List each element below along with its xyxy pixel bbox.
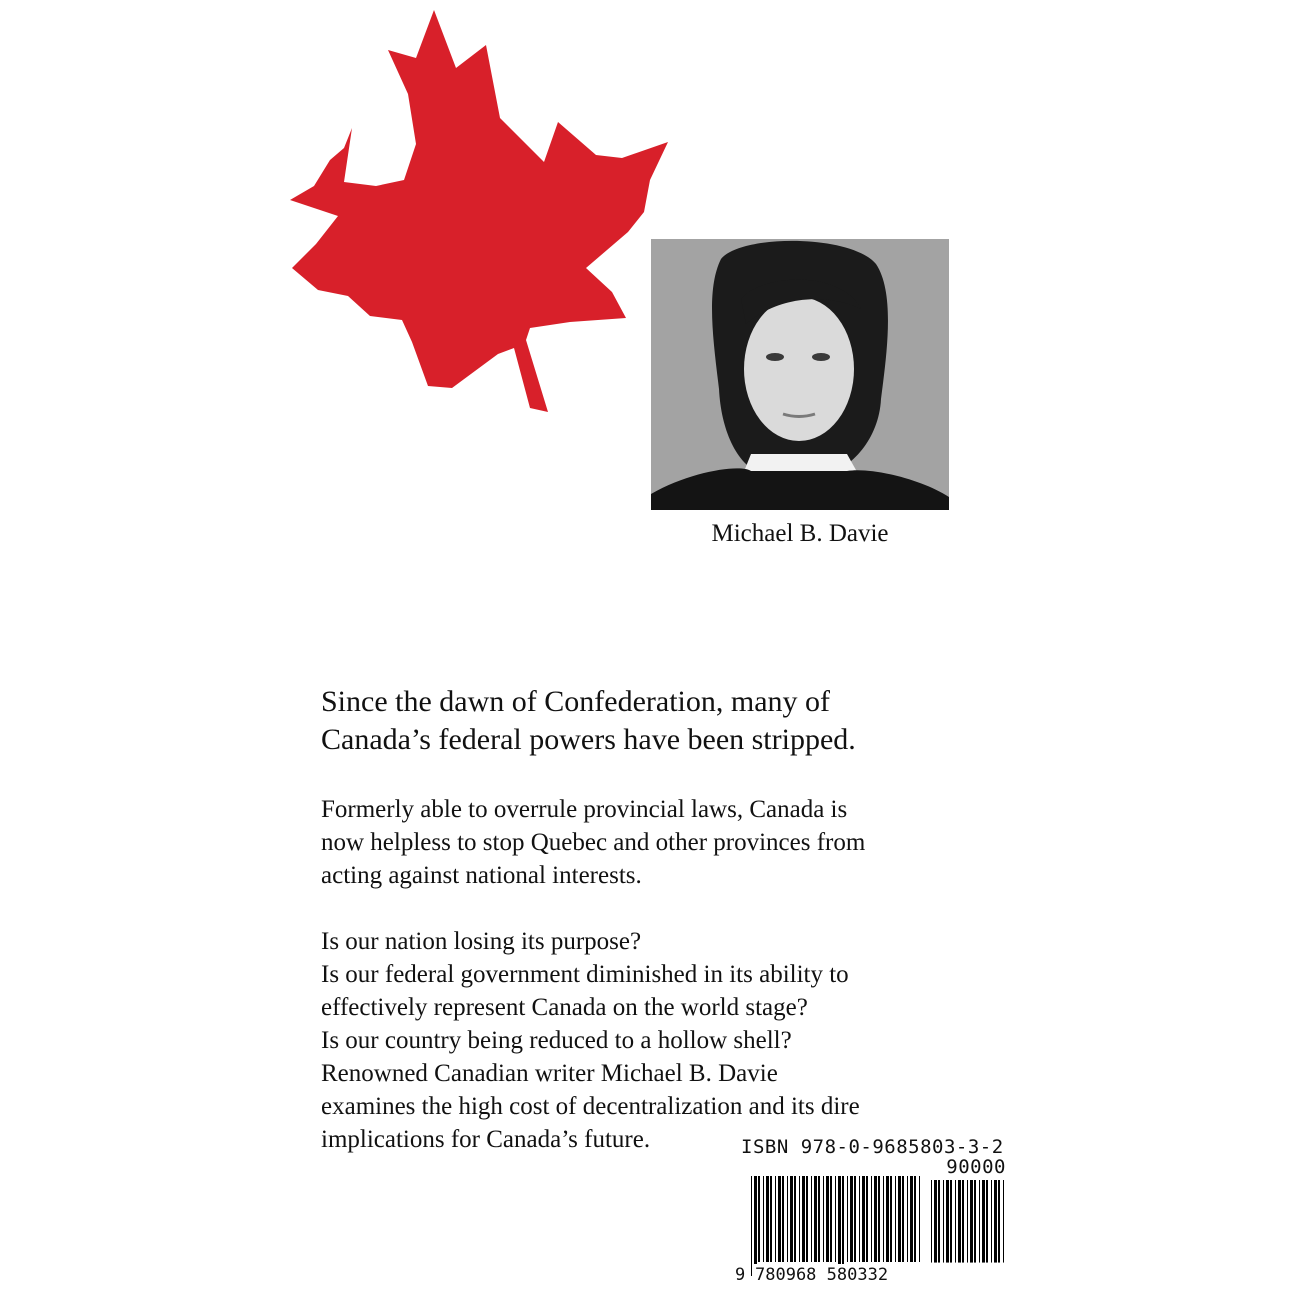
barcode-bar	[763, 1176, 764, 1262]
barcode-bar	[1003, 1180, 1004, 1263]
barcode-bar	[878, 1176, 880, 1262]
barcode-bar	[835, 1176, 836, 1262]
barcode-bar	[847, 1176, 848, 1262]
barcode-bar	[871, 1176, 872, 1262]
ean-digits	[735, 1264, 890, 1286]
barcode-bar	[974, 1180, 976, 1263]
isbn-barcode	[735, 1136, 1010, 1288]
barcode-bar	[811, 1176, 812, 1262]
blurb-line: effectively represent Canada on the world stage?	[321, 994, 808, 1021]
price-code-label: 90000	[946, 1156, 1006, 1178]
barcode-bar	[934, 1180, 937, 1263]
barcode-bar	[886, 1176, 889, 1262]
barcode-bar	[794, 1176, 796, 1262]
barcode-bar	[838, 1176, 841, 1276]
barcode-bar	[982, 1180, 985, 1263]
barcode-bar	[874, 1176, 877, 1262]
barcode-bar	[955, 1180, 956, 1263]
blurb-line: acting against national interests.	[321, 862, 642, 889]
blurb-line: examines the high cost of decentralization and its dire	[321, 1093, 860, 1120]
barcode-bar	[979, 1180, 980, 1263]
barcode-bar	[962, 1180, 964, 1263]
barcode-bar	[958, 1180, 961, 1263]
ean-lead-digit: 9	[735, 1265, 746, 1285]
barcode-bar	[946, 1180, 949, 1263]
barcode-bar	[919, 1176, 920, 1262]
barcode-bar	[914, 1176, 916, 1262]
barcode-bar	[806, 1176, 808, 1262]
barcode-bar	[898, 1176, 901, 1262]
barcode-bar	[938, 1180, 940, 1263]
barcode-bar	[823, 1176, 824, 1262]
blurb-line: now helpless to stop Quebec and other provinces from	[321, 829, 866, 856]
barcode-bar	[826, 1176, 829, 1262]
barcode-bar	[890, 1176, 892, 1262]
barcode-bar	[782, 1176, 784, 1262]
author-photo-caption: Michael B. Davie	[711, 520, 889, 547]
back-cover-headline	[321, 683, 921, 759]
barcode-bar	[799, 1176, 800, 1262]
barcode-bar	[830, 1176, 832, 1262]
blurb-paragraph-1	[321, 793, 941, 892]
author-photo	[651, 239, 949, 510]
isbn-label: ISBN 978-0-9685803-3-2	[741, 1136, 1004, 1158]
barcode-bar	[778, 1176, 781, 1262]
barcode-bar	[998, 1180, 1000, 1263]
blurb-line: implications for Canada’s future.	[321, 1126, 651, 1153]
blurb-line: Renowned Canadian writer Michael B. Davie	[321, 1060, 778, 1087]
headline-line: Canada’s federal powers have been stripped.	[321, 723, 856, 756]
barcode-bars-icon	[751, 1176, 921, 1276]
maple-leaf-icon	[286, 10, 670, 415]
barcode-bar	[758, 1176, 760, 1262]
barcode-bar	[859, 1176, 860, 1262]
ean-number: 780968 580332	[755, 1265, 889, 1285]
blurb-line: Is our country being reduced to a hollow shell?	[321, 1027, 792, 1054]
barcode-bar	[991, 1180, 992, 1263]
barcode-bar	[854, 1176, 856, 1262]
barcode-bar	[818, 1176, 820, 1262]
barcode-bar	[775, 1176, 776, 1262]
barcode-bar	[866, 1176, 868, 1262]
barcode-bar	[967, 1180, 968, 1263]
barcode-bar	[790, 1176, 793, 1262]
barcode-bar	[970, 1180, 973, 1263]
blurb-line: Is our nation losing its purpose?	[321, 928, 642, 955]
barcode-bar	[950, 1180, 952, 1263]
blurb-line: Is our federal government diminished in its ability to	[321, 961, 849, 988]
barcode-bar	[994, 1180, 997, 1263]
barcode-bar	[751, 1176, 752, 1276]
barcode-bar	[895, 1176, 896, 1262]
barcode-bar	[842, 1176, 844, 1276]
barcode-bar	[907, 1176, 908, 1262]
barcode-bar	[766, 1176, 769, 1262]
barcode-bar	[802, 1176, 805, 1262]
barcode-bar	[862, 1176, 865, 1262]
barcode-bar	[787, 1176, 788, 1262]
barcode-bar	[902, 1176, 904, 1262]
barcode-bar	[754, 1176, 757, 1276]
barcode-addon-bars-icon	[931, 1180, 1007, 1276]
barcode-bar	[814, 1176, 817, 1262]
barcode-bar	[931, 1180, 932, 1263]
barcode-bar	[986, 1180, 988, 1263]
barcode-bar	[910, 1176, 913, 1262]
barcode-bar	[883, 1176, 884, 1262]
blurb-line: Formerly able to overrule provincial laws, Canada is	[321, 796, 848, 823]
barcode-bar	[850, 1176, 853, 1262]
headline-line: Since the dawn of Confederation, many of	[321, 685, 831, 718]
blurb-paragraph-2	[321, 925, 941, 1156]
barcode-bar	[770, 1176, 772, 1262]
barcode-bar	[943, 1180, 944, 1263]
